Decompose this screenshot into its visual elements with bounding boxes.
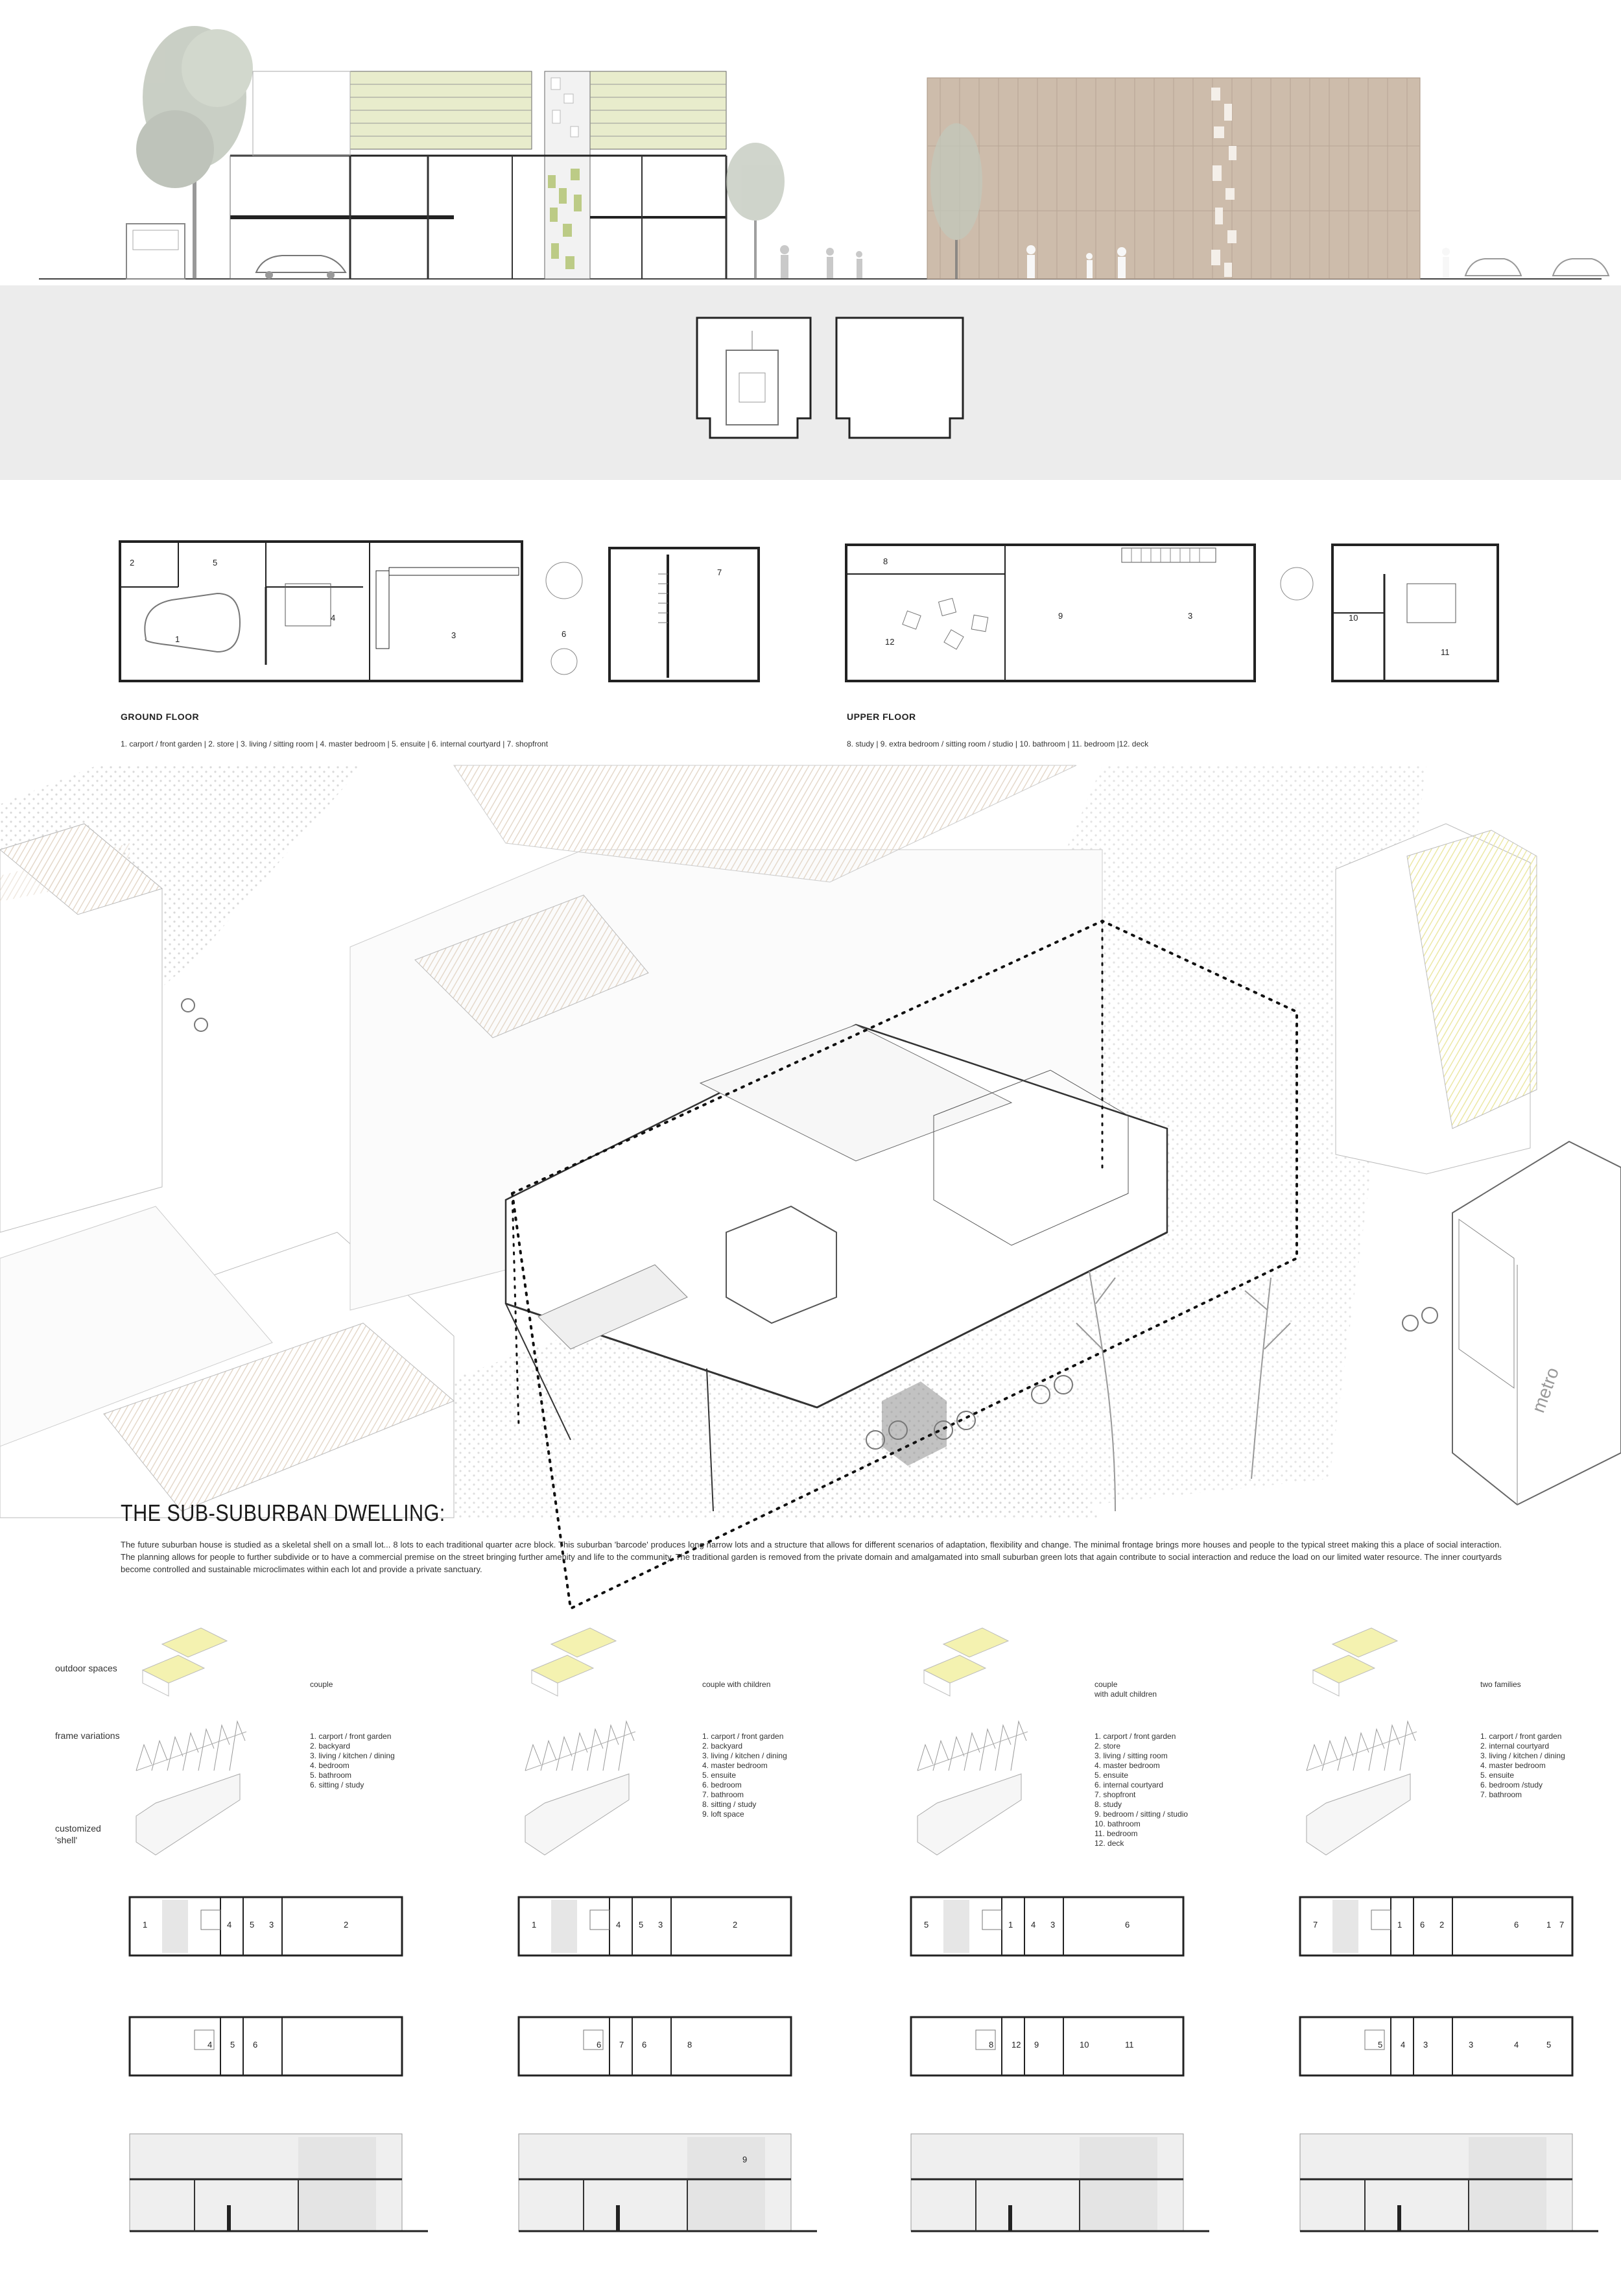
plan-room-label: 3 bbox=[658, 1920, 663, 1930]
scenario-plan-a bbox=[911, 1897, 1183, 1955]
shell-icon bbox=[917, 1774, 1021, 1855]
list-item: 5. ensuite bbox=[1480, 1771, 1515, 1780]
list-item: 1. carport / front garden bbox=[1094, 1732, 1176, 1741]
scenario-title: two families bbox=[1480, 1680, 1521, 1689]
plan-room-label: 3 bbox=[1050, 1920, 1056, 1930]
scenario-subtitle: with adult children bbox=[1094, 1690, 1157, 1699]
plan-label: 8 bbox=[883, 556, 888, 566]
plan-room-label: 5 bbox=[924, 1920, 929, 1930]
list-item: 3. living / kitchen / dining bbox=[1480, 1751, 1565, 1760]
plan-room-label: 3 bbox=[1423, 2040, 1428, 2050]
scenario-plan-a bbox=[519, 1897, 791, 1955]
plan-room-label: 5 bbox=[639, 1920, 644, 1930]
plan-room-label: 2 bbox=[1439, 1920, 1445, 1930]
plan-room-label: 4 bbox=[227, 1920, 232, 1930]
list-item: 7. shopfront bbox=[1094, 1790, 1136, 1799]
page-title: THE SUB-SUBURBAN DWELLING: bbox=[121, 1500, 445, 1526]
list-item: 2. backyard bbox=[310, 1741, 351, 1751]
plan-room-label: 11 bbox=[1125, 2040, 1134, 2050]
ground-floor-legend: 1. carport / front garden | 2. store | 3. living / sitting room | 4. master bedroom | 5. ensuite | 6. internal courtyard | 7. shopfront bbox=[121, 739, 549, 748]
list-item: 1. carport / front garden bbox=[310, 1732, 392, 1741]
upper-floor-legend: 8. study | 9. extra bedroom / sitting room / studio | 10. bathroom | 11. bedroom |12. deck bbox=[847, 739, 1149, 748]
list-item: 1. carport / front garden bbox=[702, 1732, 784, 1741]
plan-room-label: 1 bbox=[532, 1920, 537, 1930]
scenario-section bbox=[519, 2134, 817, 2231]
plan-room-label: 12 bbox=[1012, 2040, 1021, 2050]
list-item: 8. study bbox=[1094, 1800, 1122, 1809]
list-item: 4. master bedroom bbox=[1094, 1761, 1160, 1770]
row-label-shell-2: 'shell' bbox=[55, 1835, 78, 1845]
scenario-list bbox=[310, 1732, 395, 1790]
plan-label: 12 bbox=[885, 637, 895, 647]
scenario-plan-b bbox=[1300, 2017, 1572, 2075]
plan-room-label: 6 bbox=[1125, 1920, 1130, 1930]
list-item: 5. ensuite bbox=[1094, 1771, 1129, 1780]
scenario-section bbox=[911, 2134, 1209, 2231]
plan-room-label: 4 bbox=[1401, 2040, 1406, 2050]
scenario-title: couple bbox=[1094, 1680, 1118, 1689]
list-item: 7. bathroom bbox=[702, 1790, 744, 1799]
plan-room-label: 1 bbox=[1546, 1920, 1552, 1930]
plan-room-label: 4 bbox=[1514, 2040, 1519, 2050]
ground-floor-heading: GROUND FLOOR bbox=[121, 712, 200, 722]
metro-sign-text: metro bbox=[1528, 1365, 1563, 1416]
frame-variation-icon bbox=[136, 1721, 246, 1771]
plan-room-label: 7 bbox=[1559, 1920, 1565, 1930]
scenario-section bbox=[130, 2134, 428, 2231]
frame-variation-icon bbox=[525, 1721, 635, 1771]
list-item: 12. deck bbox=[1094, 1839, 1124, 1848]
list-item: 6. bedroom bbox=[702, 1780, 742, 1789]
scenario-title: couple with children bbox=[702, 1680, 771, 1689]
list-item: 2. backyard bbox=[702, 1741, 743, 1751]
plan-label: 11 bbox=[1441, 647, 1450, 657]
plan-room-label: 5 bbox=[1546, 2040, 1552, 2050]
scenario-list bbox=[702, 1732, 787, 1819]
scenario-title: couple bbox=[310, 1680, 333, 1689]
list-item: 6. bedroom /study bbox=[1480, 1780, 1543, 1789]
plan-label: 3 bbox=[1188, 611, 1193, 621]
plan-label: 4 bbox=[331, 613, 336, 623]
plan-room-label: 1 bbox=[1397, 1920, 1402, 1930]
list-item: 11. bedroom bbox=[1094, 1829, 1138, 1838]
scenario-plan-b bbox=[519, 2017, 791, 2075]
plan-room-label: 10 bbox=[1080, 2040, 1089, 2050]
plan-room-label: 7 bbox=[1313, 1920, 1318, 1930]
row-label-frame: frame variations bbox=[55, 1730, 120, 1741]
row-label-shell-1: customized bbox=[55, 1823, 101, 1834]
row-label-outdoor: outdoor spaces bbox=[55, 1663, 117, 1673]
list-item: 6. sitting / study bbox=[310, 1780, 364, 1789]
plan-label: 2 bbox=[130, 558, 135, 568]
plan-room-label: 6 bbox=[642, 2040, 647, 2050]
list-item: 7. bathroom bbox=[1480, 1790, 1522, 1799]
plan-room-label: 6 bbox=[597, 2040, 602, 2050]
list-item: 9. loft space bbox=[702, 1810, 744, 1819]
shell-icon bbox=[136, 1774, 240, 1855]
scenario-list bbox=[1480, 1732, 1565, 1800]
section-room-label: 9 bbox=[742, 2155, 748, 2164]
list-item: 4. master bedroom bbox=[1480, 1761, 1546, 1770]
plan-room-label: 1 bbox=[1008, 1920, 1013, 1930]
plan-room-label: 2 bbox=[344, 1920, 349, 1930]
shell-icon bbox=[525, 1774, 629, 1855]
outdoor-massing-icon bbox=[924, 1628, 1008, 1696]
scenario-section bbox=[1300, 2134, 1598, 2231]
plan-room-label: 4 bbox=[616, 1920, 621, 1930]
list-item: 4. master bedroom bbox=[702, 1761, 768, 1770]
scenario-plan-a bbox=[1300, 1897, 1572, 1955]
plan-label: 5 bbox=[213, 558, 218, 568]
outdoor-massing-icon bbox=[1313, 1628, 1397, 1696]
plan-room-label: 6 bbox=[253, 2040, 258, 2050]
list-item: 6. internal courtyard bbox=[1094, 1780, 1164, 1789]
list-item: 8. sitting / study bbox=[702, 1800, 757, 1809]
plan-room-label: 8 bbox=[989, 2040, 994, 2050]
plan-room-label: 6 bbox=[1420, 1920, 1425, 1930]
scenario-list bbox=[1094, 1732, 1188, 1848]
plan-label: 3 bbox=[451, 630, 456, 640]
list-item: 3. living / kitchen / dining bbox=[310, 1751, 395, 1760]
list-item: 10. bathroom bbox=[1094, 1819, 1141, 1828]
plan-label: 9 bbox=[1058, 611, 1063, 621]
list-item: 3. living / kitchen / dining bbox=[702, 1751, 787, 1760]
list-item: 4. bedroom bbox=[310, 1761, 349, 1770]
plan-room-label: 3 bbox=[269, 1920, 274, 1930]
plan-room-label: 4 bbox=[207, 2040, 213, 2050]
shell-icon bbox=[1307, 1774, 1410, 1855]
plan-room-label: 7 bbox=[619, 2040, 624, 2050]
plan-label: 6 bbox=[562, 629, 567, 639]
frame-variation-icon bbox=[917, 1721, 1028, 1771]
plan-label: 1 bbox=[175, 634, 180, 644]
plan-room-label: 5 bbox=[1378, 2040, 1383, 2050]
scenario-plan-a bbox=[130, 1897, 402, 1955]
plan-room-label: 9 bbox=[1034, 2040, 1039, 2050]
list-item: 5. ensuite bbox=[702, 1771, 737, 1780]
outdoor-massing-icon bbox=[532, 1628, 616, 1696]
list-item: 5. bathroom bbox=[310, 1771, 352, 1780]
list-item: 2. internal courtyard bbox=[1480, 1741, 1550, 1751]
plan-room-label: 5 bbox=[250, 1920, 255, 1930]
plan-room-label: 5 bbox=[230, 2040, 235, 2050]
plan-room-label: 2 bbox=[733, 1920, 738, 1930]
plan-room-label: 3 bbox=[1469, 2040, 1474, 2050]
plan-label: 7 bbox=[717, 568, 722, 577]
plan-room-label: 4 bbox=[1031, 1920, 1036, 1930]
plan-room-label: 1 bbox=[143, 1920, 148, 1930]
intro-paragraph: The future suburban house is studied as a skeletal shell on a small lot... 8 lots to each traditional quarter acre block. This suburban 'barcode' produces long narrow lots and a structure that allows for different scenarios of adaptation, flexibility and change. The minimal frontage brings more houses and people to the typical street making this a place of social interaction. The planning allows for people to further subdivide or to have a commercial premise on the street bringing further amenity and life to the community. The traditional garden is removed from the private domain and amalgamated into small suburban green lots that again contribute to social interaction and reduce the load on our limited water resource. The inner courtyards become controlled and sustainable microclimates within each lot and provide a private sanctuary. bbox=[121, 1540, 1502, 1574]
plan-label: 10 bbox=[1349, 613, 1358, 623]
list-item: 9. bedroom / sitting / studio bbox=[1094, 1810, 1189, 1819]
list-item: 1. carport / front garden bbox=[1480, 1732, 1562, 1741]
upper-floor-heading: UPPER FLOOR bbox=[847, 712, 916, 722]
outdoor-massing-icon bbox=[143, 1628, 227, 1696]
list-item: 3. living / sitting room bbox=[1094, 1751, 1168, 1760]
scenario-plan-b bbox=[130, 2017, 402, 2075]
plan-room-label: 8 bbox=[687, 2040, 692, 2050]
plan-room-label: 6 bbox=[1514, 1920, 1519, 1930]
scenario-plan-b bbox=[911, 2017, 1183, 2075]
frame-variation-icon bbox=[1307, 1721, 1417, 1771]
list-item: 2. store bbox=[1094, 1741, 1121, 1751]
